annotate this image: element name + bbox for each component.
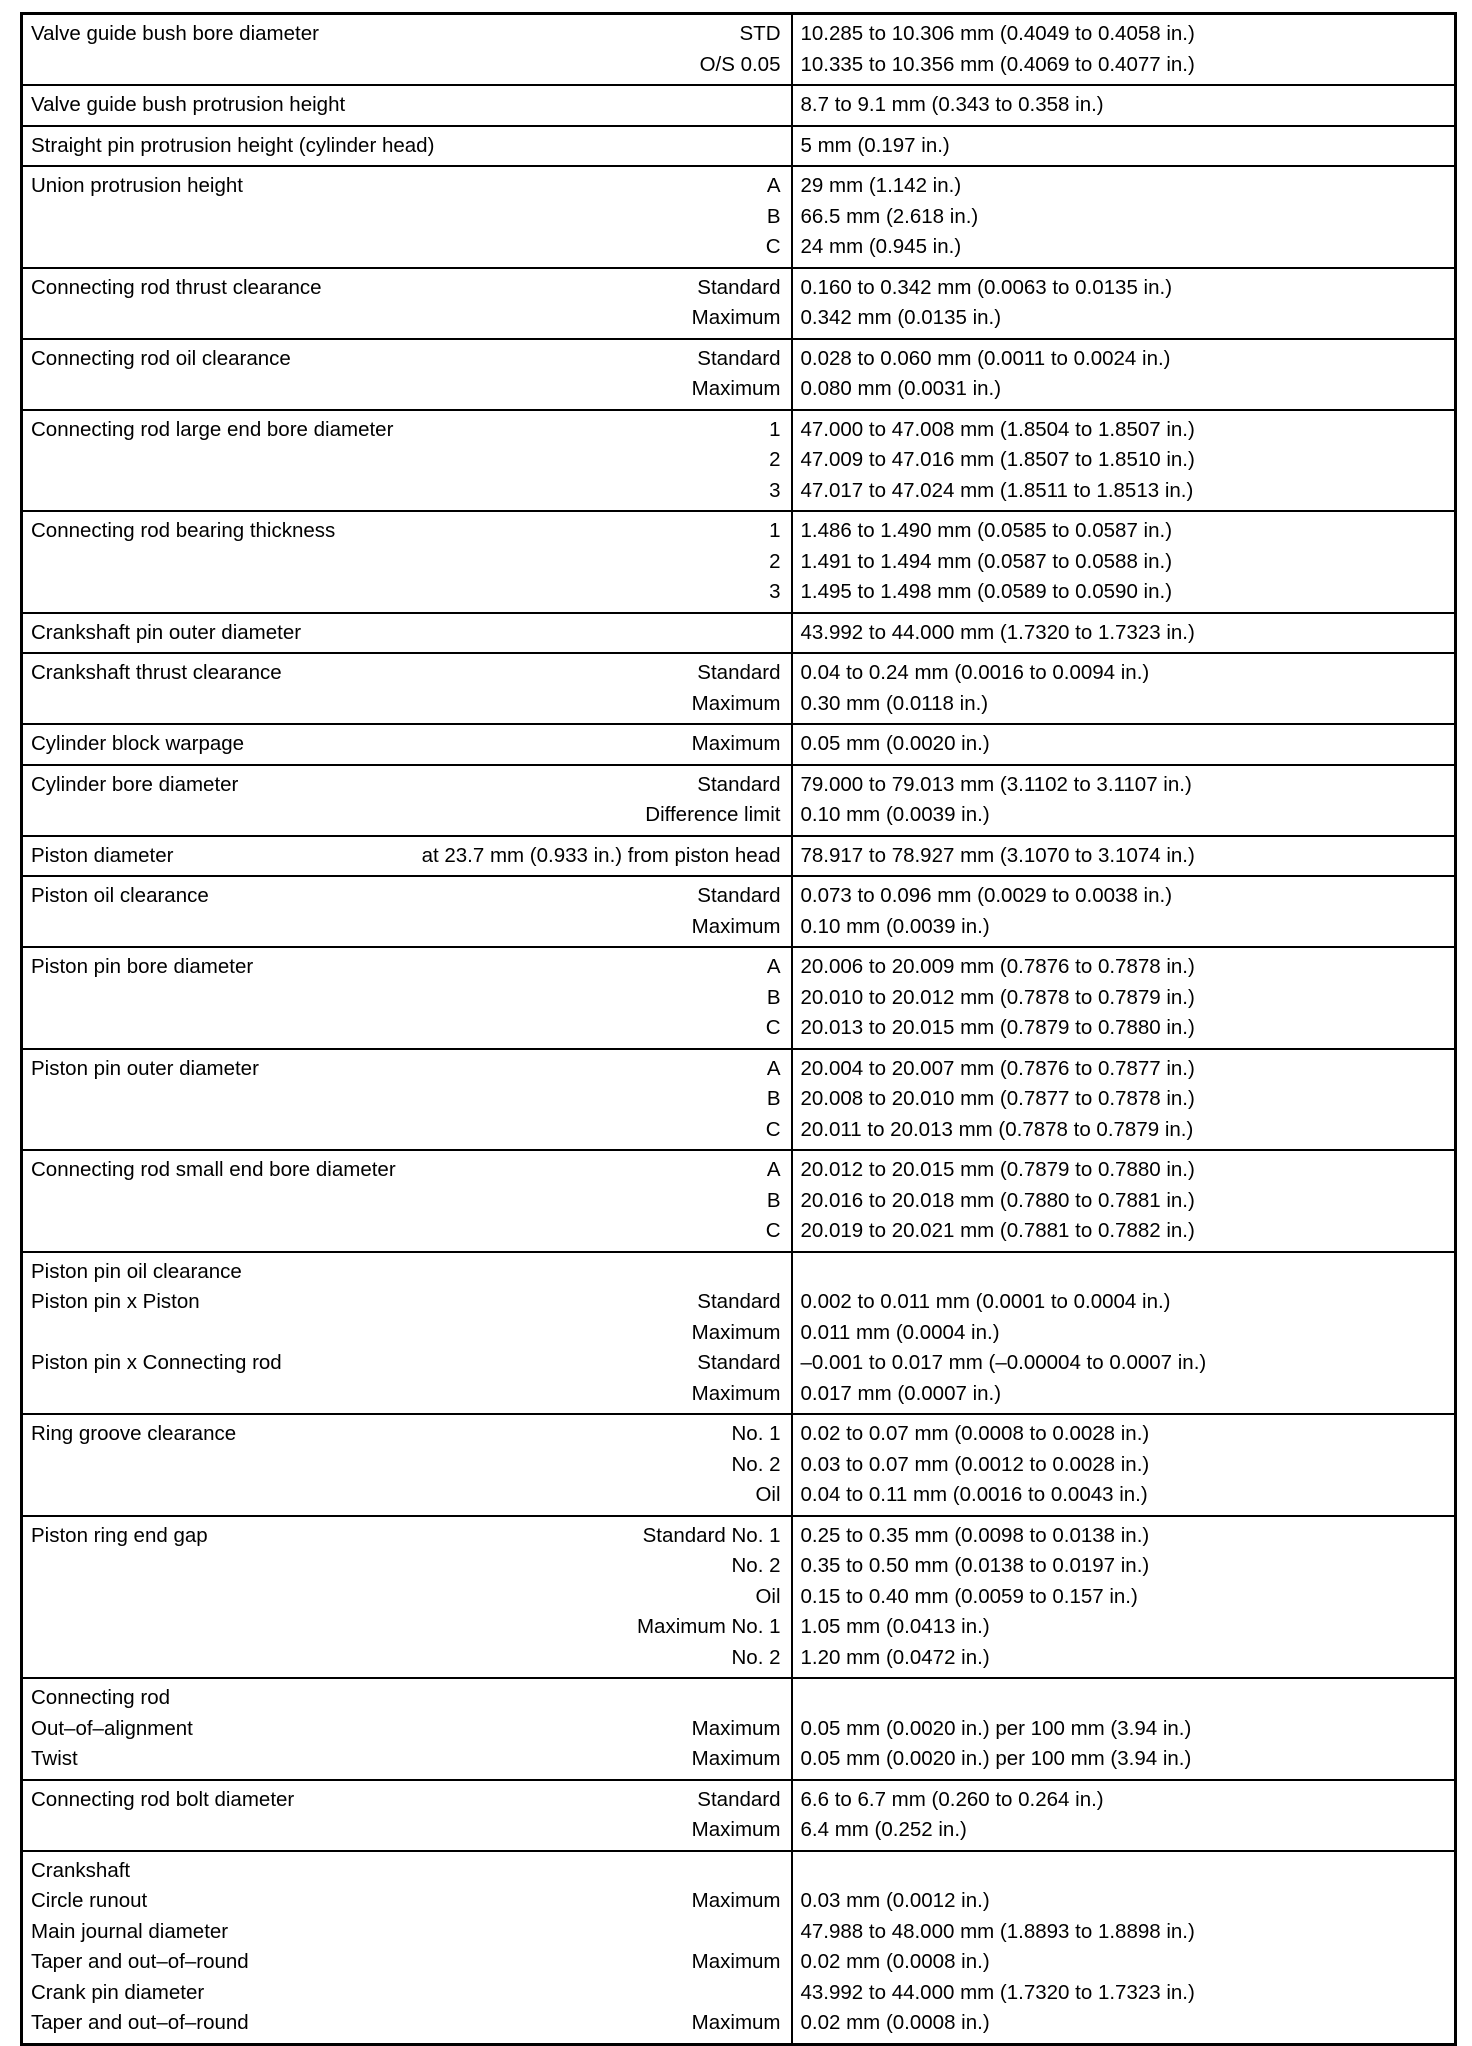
spec-value: 0.05 mm (0.0020 in.) <box>800 732 990 755</box>
parameter-label: Taper and out–of–round <box>31 1950 249 1973</box>
parameter-condition: Maximum <box>691 1381 781 1405</box>
parameter-condition: Standard No. 1 <box>642 1523 781 1547</box>
parameter-condition: No. 2 <box>731 1645 781 1669</box>
spec-value-cell <box>792 1516 1456 1679</box>
parameter-line <box>31 1379 781 1410</box>
spec-table <box>20 12 1457 2046</box>
parameter-line <box>31 689 781 720</box>
parameter-label: Cylinder block warpage <box>31 732 245 755</box>
parameter-line <box>31 1521 781 1552</box>
parameter-condition: 2 <box>769 448 781 471</box>
spec-parameter-cell <box>22 1414 792 1516</box>
spec-value-cell <box>792 1851 1456 2045</box>
parameter-condition: Maximum <box>691 914 781 938</box>
spec-value: 0.02 mm (0.0008 in.) <box>800 1950 990 1973</box>
parameter-label: Connecting rod <box>31 1686 171 1709</box>
parameter-line <box>31 19 781 50</box>
parameter-condition: C <box>765 1117 781 1141</box>
parameter-line <box>31 658 781 689</box>
parameter-line <box>31 1643 781 1674</box>
parameter-line <box>31 1186 781 1217</box>
table-row <box>22 1150 1456 1252</box>
parameter-label: Piston pin oil clearance <box>31 1259 242 1283</box>
spec-value: 20.010 to 20.012 mm (0.7878 to 0.7879 in.) <box>800 985 1195 1009</box>
parameter-line <box>31 729 781 760</box>
spec-value: 47.017 to 47.024 mm (1.8511 to 1.8513 in.) <box>800 478 1194 502</box>
spec-value-cell <box>792 339 1456 410</box>
parameter-condition: Maximum <box>691 1950 781 1973</box>
spec-value: 43.992 to 44.000 mm (1.7320 to 1.7323 in.) <box>800 1980 1195 2004</box>
spec-value: 24 mm (0.945 in.) <box>800 235 962 258</box>
parameter-condition: No. 1 <box>731 1422 781 1445</box>
spec-value: 0.10 mm (0.0039 in.) <box>800 914 990 938</box>
spec-parameter-cell <box>22 724 792 765</box>
spec-value: 6.4 mm (0.252 in.) <box>800 1818 967 1841</box>
spec-value: 0.04 to 0.11 mm (0.0016 to 0.0043 in.) <box>800 1483 1148 1506</box>
parameter-line <box>31 1714 781 1745</box>
parameter-condition: C <box>765 1016 781 1039</box>
spec-value: 0.25 to 0.35 mm (0.0098 to 0.0138 in.) <box>800 1523 1150 1547</box>
table-row <box>22 126 1456 167</box>
parameter-condition: Standard <box>697 772 781 796</box>
parameter-line <box>31 983 781 1014</box>
table-row <box>22 1780 1456 1851</box>
parameter-condition: 3 <box>769 478 781 502</box>
parameter-condition: Difference limit <box>645 803 781 826</box>
parameter-condition: Standard <box>697 1787 781 1811</box>
parameter-label: Piston pin outer diameter <box>31 1056 259 1080</box>
parameter-line <box>31 1257 781 1288</box>
spec-value: 0.03 mm (0.0012 in.) <box>800 1889 990 1912</box>
parameter-line <box>31 1318 781 1349</box>
parameter-condition: Maximum No. 1 <box>636 1615 781 1638</box>
parameter-line <box>31 618 781 649</box>
table-row <box>22 836 1456 877</box>
table-row <box>22 613 1456 654</box>
table-row <box>22 14 1456 86</box>
parameter-label: Valve guide bush protrusion height <box>31 93 346 116</box>
spec-value: 0.028 to 0.060 mm (0.0011 to 0.0024 in.) <box>800 346 1171 370</box>
spec-value: 20.006 to 20.009 mm (0.7876 to 0.7878 in.) <box>800 955 1195 978</box>
parameter-condition: Maximum <box>691 306 781 329</box>
spec-value-cell <box>792 1252 1456 1415</box>
parameter-condition: C <box>765 1219 781 1242</box>
parameter-condition: Maximum <box>691 1747 781 1770</box>
spec-value-cell <box>792 268 1456 339</box>
spec-value-cell <box>792 836 1456 877</box>
parameter-condition: Oil <box>755 1584 781 1608</box>
parameter-line <box>31 1480 781 1511</box>
parameter-line <box>31 1947 781 1978</box>
table-row <box>22 765 1456 836</box>
spec-value: 0.15 to 0.40 mm (0.0059 to 0.157 in.) <box>800 1584 1138 1608</box>
parameter-line <box>31 445 781 476</box>
parameter-condition: Standard <box>697 275 781 299</box>
spec-parameter-cell <box>22 410 792 512</box>
parameter-condition: Maximum <box>691 1818 781 1841</box>
parameter-line <box>31 202 781 233</box>
table-row <box>22 724 1456 765</box>
parameter-line <box>31 303 781 334</box>
parameter-line <box>31 374 781 405</box>
spec-parameter-cell <box>22 613 792 654</box>
spec-value: 0.35 to 0.50 mm (0.0138 to 0.0197 in.) <box>800 1554 1150 1577</box>
parameter-condition: 3 <box>769 580 781 603</box>
parameter-line <box>31 131 781 162</box>
parameter-condition: Standard <box>697 346 781 370</box>
spec-value-cell <box>792 613 1456 654</box>
spec-value-cell <box>792 126 1456 167</box>
parameter-label: Circle runout <box>31 1889 148 1912</box>
parameter-condition: Oil <box>755 1483 781 1506</box>
parameter-line <box>31 1084 781 1115</box>
table-row <box>22 1414 1456 1516</box>
parameter-label: Piston pin x Connecting rod <box>31 1351 282 1374</box>
table-row <box>22 268 1456 339</box>
spec-parameter-cell <box>22 1780 792 1851</box>
parameter-label: Ring groove clearance <box>31 1422 237 1445</box>
parameter-line <box>31 800 781 831</box>
parameter-label: Out–of–alignment <box>31 1716 193 1740</box>
spec-value: 20.011 to 20.013 mm (0.7878 to 0.7879 in.) <box>800 1117 1194 1141</box>
spec-parameter-cell <box>22 268 792 339</box>
parameter-line <box>31 770 781 801</box>
parameter-condition: at 23.7 mm (0.933 in.) from piston head <box>421 843 781 867</box>
parameter-label: Piston pin bore diameter <box>31 955 254 978</box>
parameter-line <box>31 1683 781 1714</box>
parameter-line <box>31 1856 781 1887</box>
parameter-label: Piston pin x Piston <box>31 1290 200 1313</box>
parameter-condition: 1 <box>769 417 781 441</box>
parameter-line <box>31 2008 781 2039</box>
parameter-line <box>31 476 781 507</box>
spec-value: 47.009 to 47.016 mm (1.8507 to 1.8510 in.) <box>800 448 1195 471</box>
spec-value: 8.7 to 9.1 mm (0.343 to 0.358 in.) <box>800 93 1104 116</box>
parameter-label: Connecting rod bolt diameter <box>31 1787 295 1811</box>
table-row <box>22 1678 1456 1780</box>
spec-value: 1.486 to 1.490 mm (0.0585 to 0.0587 in.) <box>800 519 1173 542</box>
parameter-condition: Maximum <box>691 691 781 715</box>
parameter-line <box>31 1978 781 2009</box>
parameter-line <box>31 516 781 547</box>
parameter-condition: Maximum <box>691 1320 781 1344</box>
table-row <box>22 653 1456 724</box>
spec-value-cell <box>792 765 1456 836</box>
spec-value: 0.160 to 0.342 mm (0.0063 to 0.0135 in.) <box>800 275 1173 299</box>
spec-value-cell <box>792 1678 1456 1780</box>
spec-value: 20.016 to 20.018 mm (0.7880 to 0.7881 in.) <box>800 1188 1195 1212</box>
table-row <box>22 511 1456 613</box>
spec-value: 0.011 mm (0.0004 in.) <box>800 1320 1000 1344</box>
spec-parameter-cell <box>22 1150 792 1252</box>
parameter-condition: Standard <box>697 1290 781 1313</box>
spec-value: 6.6 to 6.7 mm (0.260 to 0.264 in.) <box>800 1787 1104 1811</box>
table-row <box>22 1516 1456 1679</box>
spec-value: 20.019 to 20.021 mm (0.7881 to 0.7882 in.) <box>800 1219 1195 1242</box>
table-row <box>22 947 1456 1049</box>
spec-parameter-cell <box>22 339 792 410</box>
spec-value-cell <box>792 724 1456 765</box>
parameter-label: Piston ring end gap <box>31 1523 208 1547</box>
spec-value: 20.013 to 20.015 mm (0.7879 to 0.7880 in.) <box>800 1016 1195 1039</box>
parameter-line <box>31 1348 781 1379</box>
spec-value-cell <box>792 1150 1456 1252</box>
spec-value: 0.002 to 0.011 mm (0.0001 to 0.0004 in.) <box>800 1290 1171 1313</box>
parameter-label: Piston diameter <box>31 843 174 867</box>
table-row <box>22 85 1456 126</box>
parameter-line <box>31 1917 781 1948</box>
parameter-condition: No. 2 <box>731 1452 781 1476</box>
parameter-condition: B <box>766 1087 781 1110</box>
spec-value-cell <box>792 653 1456 724</box>
parameter-label: Straight pin protrusion height (cylinder head) <box>31 133 435 157</box>
spec-parameter-cell <box>22 511 792 613</box>
spec-value: 0.017 mm (0.0007 in.) <box>800 1381 1002 1405</box>
parameter-condition: STD <box>739 22 781 45</box>
parameter-condition: B <box>766 985 781 1009</box>
parameter-label: Connecting rod small end bore diameter <box>31 1158 396 1181</box>
spec-value-cell <box>792 1414 1456 1516</box>
spec-value: 47.000 to 47.008 mm (1.8504 to 1.8507 in.) <box>800 417 1195 441</box>
spec-parameter-cell <box>22 1049 792 1151</box>
spec-value: 20.004 to 20.007 mm (0.7876 to 0.7877 in.) <box>800 1056 1195 1080</box>
spec-value: 0.342 mm (0.0135 in.) <box>800 306 1002 329</box>
parameter-condition: C <box>765 235 781 258</box>
parameter-label: Crankshaft thrust clearance <box>31 661 282 684</box>
parameter-line <box>31 1582 781 1613</box>
parameter-label: Connecting rod thrust clearance <box>31 275 322 299</box>
parameter-condition: A <box>766 955 781 978</box>
parameter-line <box>31 1612 781 1643</box>
parameter-label: Crankshaft <box>31 1858 131 1882</box>
table-row <box>22 166 1456 268</box>
parameter-label: Connecting rod large end bore diameter <box>31 417 394 441</box>
spec-value: 47.988 to 48.000 mm (1.8893 to 1.8898 in.) <box>800 1919 1195 1943</box>
spec-parameter-cell <box>22 126 792 167</box>
spec-value-cell <box>792 511 1456 613</box>
spec-parameter-cell <box>22 947 792 1049</box>
spec-parameter-cell <box>22 14 792 86</box>
spec-value-cell <box>792 166 1456 268</box>
spec-value: 78.917 to 78.927 mm (3.1070 to 3.1074 in.) <box>800 843 1195 867</box>
parameter-label: Main journal diameter <box>31 1919 229 1943</box>
parameter-line <box>31 1815 781 1846</box>
parameter-condition: A <box>766 1056 781 1080</box>
spec-value: 0.04 to 0.24 mm (0.0016 to 0.0094 in.) <box>800 661 1150 684</box>
parameter-line <box>31 1155 781 1186</box>
parameter-line <box>31 415 781 446</box>
spec-value: 20.012 to 20.015 mm (0.7879 to 0.7880 in.) <box>800 1158 1195 1181</box>
spec-value: 10.285 to 10.306 mm (0.4049 to 0.4058 in.) <box>800 22 1195 45</box>
parameter-label: Crankshaft pin outer diameter <box>31 620 302 644</box>
table-row <box>22 876 1456 947</box>
spec-parameter-cell <box>22 1252 792 1415</box>
parameter-line <box>31 1013 781 1044</box>
parameter-line <box>31 273 781 304</box>
parameter-condition: Maximum <box>691 2011 781 2034</box>
parameter-label: Valve guide bush bore diameter <box>31 22 319 45</box>
spec-parameter-cell <box>22 765 792 836</box>
parameter-condition: Standard <box>697 884 781 907</box>
spec-value <box>801 1856 1445 1887</box>
spec-parameter-cell <box>22 876 792 947</box>
parameter-line <box>31 1216 781 1247</box>
parameter-line <box>31 577 781 608</box>
parameter-label: Twist <box>31 1747 78 1770</box>
spec-parameter-cell <box>22 166 792 268</box>
table-row <box>22 1252 1456 1415</box>
spec-value-cell <box>792 1780 1456 1851</box>
spec-parameter-cell <box>22 85 792 126</box>
parameter-line <box>31 232 781 263</box>
table-row <box>22 339 1456 410</box>
parameter-label: Taper and out–of–round <box>31 2011 249 2034</box>
spec-value-cell <box>792 410 1456 512</box>
parameter-condition: A <box>766 174 781 197</box>
spec-value-cell <box>792 947 1456 1049</box>
parameter-line <box>31 912 781 943</box>
parameter-line <box>31 344 781 375</box>
spec-value: 0.073 to 0.096 mm (0.0029 to 0.0038 in.) <box>800 884 1173 907</box>
table-row <box>22 410 1456 512</box>
parameter-condition: B <box>766 1188 781 1212</box>
parameter-condition: Standard <box>697 1351 781 1374</box>
parameter-condition: O/S 0.05 <box>699 52 781 76</box>
spec-value-cell <box>792 14 1456 86</box>
parameter-label: Piston oil clearance <box>31 884 209 907</box>
spec-value: 43.992 to 44.000 mm (1.7320 to 1.7323 in.) <box>800 620 1195 644</box>
spec-value: 1.05 mm (0.0413 in.) <box>800 1615 990 1638</box>
spec-value: 0.05 mm (0.0020 in.) per 100 mm (3.94 in.) <box>800 1747 1192 1770</box>
spec-value: 79.000 to 79.013 mm (3.1102 to 3.1107 in.) <box>800 772 1192 796</box>
parameter-condition: Maximum <box>691 1716 781 1740</box>
spec-parameter-cell <box>22 653 792 724</box>
spec-value: 29 mm (1.142 in.) <box>800 174 962 197</box>
parameter-condition: Standard <box>697 661 781 684</box>
spec-value: 0.10 mm (0.0039 in.) <box>800 803 990 826</box>
parameter-line <box>31 1785 781 1816</box>
spec-value: 0.03 to 0.07 mm (0.0012 to 0.0028 in.) <box>800 1452 1150 1476</box>
spec-value: 0.02 to 0.07 mm (0.0008 to 0.0028 in.) <box>800 1422 1150 1445</box>
spec-value: 5 mm (0.197 in.) <box>800 133 950 157</box>
spec-value: 0.30 mm (0.0118 in.) <box>800 691 989 715</box>
spec-value: 1.491 to 1.494 mm (0.0587 to 0.0588 in.) <box>800 549 1173 573</box>
parameter-line <box>31 1744 781 1775</box>
parameter-condition: Maximum <box>691 732 781 755</box>
spec-value: 1.495 to 1.498 mm (0.0589 to 0.0590 in.) <box>800 580 1173 603</box>
table-row <box>22 1049 1456 1151</box>
spec-value <box>801 1683 1445 1714</box>
parameter-label: Crank pin diameter <box>31 1980 205 2004</box>
parameter-condition: Maximum <box>691 1889 781 1912</box>
parameter-condition: No. 2 <box>731 1554 781 1577</box>
spec-value: 66.5 mm (2.618 in.) <box>800 204 979 228</box>
spec-value-cell <box>792 85 1456 126</box>
parameter-line <box>31 547 781 578</box>
spec-parameter-cell <box>22 1851 792 2045</box>
parameter-line <box>31 1419 781 1450</box>
parameter-line <box>31 1054 781 1085</box>
spec-value: 0.080 mm (0.0031 in.) <box>800 377 1002 400</box>
parameter-line <box>31 1551 781 1582</box>
spec-parameter-cell <box>22 1516 792 1679</box>
parameter-line <box>31 1886 781 1917</box>
spec-parameter-cell <box>22 1678 792 1780</box>
parameter-line <box>31 50 781 81</box>
parameter-label: Connecting rod bearing thickness <box>31 519 336 542</box>
spec-value-cell <box>792 876 1456 947</box>
spec-value: –0.001 to 0.017 mm (–0.00004 to 0.0007 in.) <box>800 1351 1207 1374</box>
spec-value: 0.05 mm (0.0020 in.) per 100 mm (3.94 in.) <box>800 1716 1192 1740</box>
spec-value <box>801 1257 1445 1288</box>
spec-value: 10.335 to 10.356 mm (0.4069 to 0.4077 in.) <box>800 52 1195 76</box>
parameter-label: Union protrusion height <box>31 174 243 197</box>
spec-value: 1.20 mm (0.0472 in.) <box>800 1645 990 1669</box>
spec-parameter-cell <box>22 836 792 877</box>
spec-value: 0.02 mm (0.0008 in.) <box>800 2011 990 2034</box>
parameter-condition: A <box>766 1158 781 1181</box>
table-row <box>22 1851 1456 2045</box>
parameter-line <box>31 1115 781 1146</box>
parameter-label: Cylinder bore diameter <box>31 772 239 796</box>
parameter-label: Connecting rod oil clearance <box>31 346 291 370</box>
parameter-condition: 1 <box>769 519 781 542</box>
parameter-line <box>31 841 781 872</box>
parameter-condition: Maximum <box>691 377 781 400</box>
parameter-line <box>31 171 781 202</box>
parameter-line <box>31 1287 781 1318</box>
parameter-condition: 2 <box>769 549 781 573</box>
parameter-line <box>31 90 781 121</box>
parameter-line <box>31 881 781 912</box>
spec-table-body <box>22 14 1456 2045</box>
spec-value: 20.008 to 20.010 mm (0.7877 to 0.7878 in.) <box>800 1087 1195 1110</box>
parameter-line <box>31 952 781 983</box>
parameter-condition: B <box>766 204 781 228</box>
spec-value-cell <box>792 1049 1456 1151</box>
parameter-line <box>31 1450 781 1481</box>
